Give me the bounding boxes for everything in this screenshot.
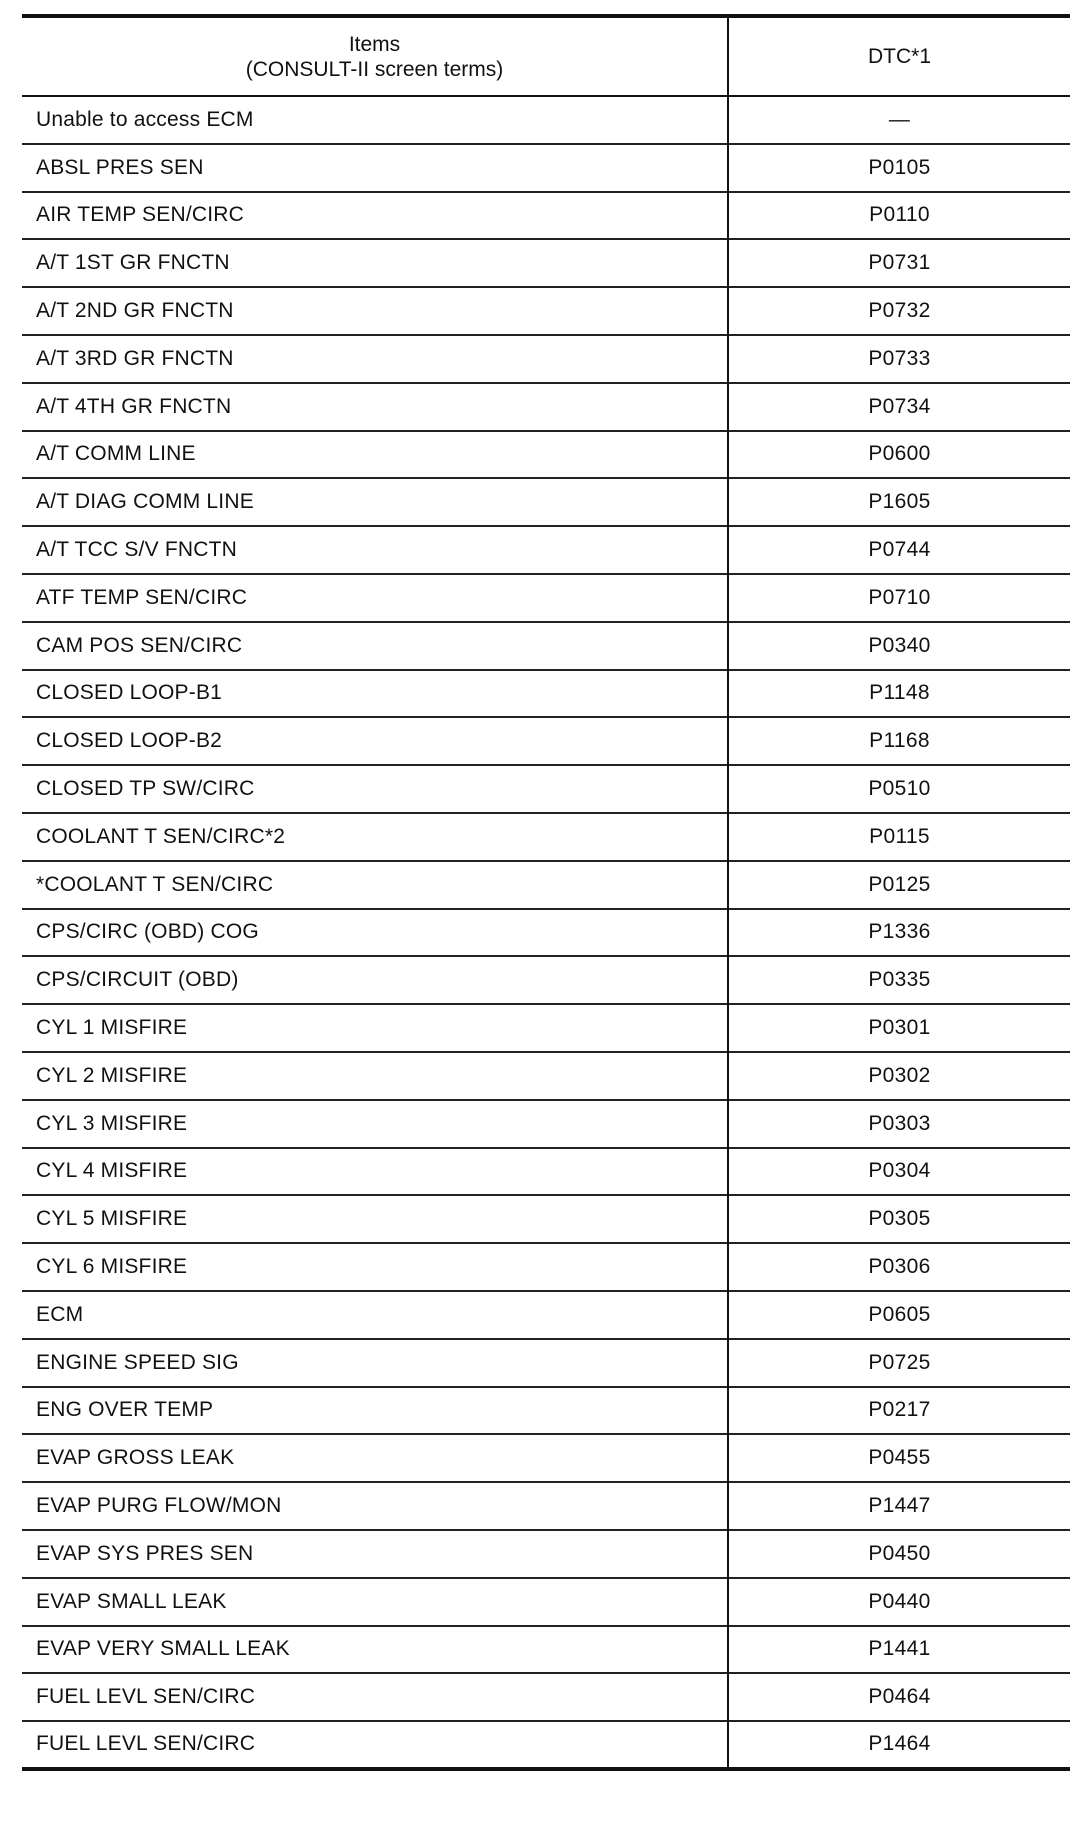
table-row [22, 765, 1070, 813]
dtc-code-cell: P0510 [868, 777, 931, 801]
items-header-subtitle: (CONSULT-II screen terms) [245, 57, 504, 81]
dtc-code-cell: P0605 [868, 1302, 931, 1326]
item-cell: CLOSED LOOP-B2 [22, 717, 728, 765]
dtc-code-cell: P0335 [868, 968, 931, 992]
item-cell: ECM [22, 1291, 728, 1339]
item-cell: COOLANT T SEN/CIRC*2 [22, 813, 728, 861]
table-row [22, 1673, 1070, 1721]
item-cell: CYL 5 MISFIRE [22, 1195, 728, 1243]
dtc-code-cell: P0305 [868, 1207, 931, 1231]
item-cell: CYL 3 MISFIRE [22, 1100, 728, 1148]
dtc-code-cell: P0725 [868, 1350, 931, 1374]
item-cell: CYL 6 MISFIRE [22, 1243, 728, 1291]
table-row [22, 1387, 1070, 1435]
dtc-code-cell: P0464 [868, 1685, 931, 1709]
item-cell: A/T COMM LINE [22, 431, 728, 479]
dtc-code-cell: P1148 [869, 681, 930, 705]
item-cell: EVAP PURG FLOW/MON [22, 1482, 728, 1530]
item-cell: A/T 4TH GR FNCTN [22, 383, 728, 431]
item-cell: EVAP SMALL LEAK [22, 1578, 728, 1626]
items-header-title: Items [348, 32, 401, 56]
dtc-code-cell: P0340 [868, 633, 931, 657]
dtc-code-cell: P1336 [868, 920, 931, 944]
table-row [22, 1626, 1070, 1674]
dtc-code-cell: P0303 [868, 1111, 931, 1135]
dtc-code-cell: P0304 [868, 1159, 931, 1183]
dtc-code-cell: P0710 [868, 585, 931, 609]
dtc-table-container [22, 14, 1072, 1771]
item-cell: EVAP VERY SMALL LEAK [22, 1626, 728, 1674]
items-column-header [22, 16, 728, 96]
item-cell: CYL 1 MISFIRE [22, 1004, 728, 1052]
item-cell: AIR TEMP SEN/CIRC [22, 192, 728, 240]
dtc-code-cell: P1605 [868, 490, 931, 514]
table-row [22, 717, 1070, 765]
dtc-code-cell: P0217 [868, 1398, 931, 1422]
table-row [22, 1291, 1070, 1339]
table-row [22, 96, 1070, 144]
item-cell: CAM POS SEN/CIRC [22, 622, 728, 670]
table-row [22, 861, 1070, 909]
table-row [22, 1243, 1070, 1291]
table-row [22, 622, 1070, 670]
table-row [22, 383, 1070, 431]
table-body [22, 96, 1070, 1769]
table-row [22, 287, 1070, 335]
table-row [22, 1339, 1070, 1387]
item-cell: CYL 2 MISFIRE [22, 1052, 728, 1100]
item-cell: ENG OVER TEMP [22, 1387, 728, 1435]
item-cell: CLOSED LOOP-B1 [22, 670, 728, 718]
dtc-code-cell: P0455 [868, 1446, 931, 1470]
dtc-code-cell: P0125 [868, 872, 931, 896]
table-row [22, 1195, 1070, 1243]
dtc-code-cell: P0731 [868, 251, 931, 275]
table-row [22, 1434, 1070, 1482]
table-row [22, 1100, 1070, 1148]
table-row [22, 239, 1070, 287]
item-cell: EVAP SYS PRES SEN [22, 1530, 728, 1578]
item-cell: CLOSED TP SW/CIRC [22, 765, 728, 813]
item-cell: ENGINE SPEED SIG [22, 1339, 728, 1387]
dtc-code-cell: P0744 [868, 538, 931, 562]
dtc-code-cell: P1464 [868, 1732, 931, 1756]
dtc-table [22, 14, 1070, 1771]
item-cell: A/T 3RD GR FNCTN [22, 335, 728, 383]
dtc-column-header: DTC*1 [728, 16, 1070, 96]
table-row [22, 956, 1070, 1004]
table-row [22, 1052, 1070, 1100]
item-cell: EVAP GROSS LEAK [22, 1434, 728, 1482]
table-row [22, 909, 1070, 957]
dtc-code-cell: P0301 [868, 1016, 931, 1040]
item-cell: CYL 4 MISFIRE [22, 1148, 728, 1196]
item-cell: Unable to access ECM [22, 96, 728, 144]
dtc-code-cell: P0105 [868, 155, 931, 179]
dtc-code-cell: P1447 [868, 1494, 931, 1517]
item-cell: A/T DIAG COMM LINE [22, 478, 728, 526]
item-cell: ABSL PRES SEN [22, 144, 728, 192]
dtc-code-cell: P0732 [868, 299, 931, 323]
table-header [22, 16, 1070, 96]
table-row [22, 431, 1070, 479]
dtc-code-cell: — [888, 107, 911, 131]
item-cell: ATF TEMP SEN/CIRC [22, 574, 728, 622]
dtc-code-cell: P0115 [869, 824, 930, 848]
dtc-code-cell: P0450 [868, 1541, 931, 1565]
table-row [22, 192, 1070, 240]
table-row [22, 526, 1070, 574]
table-row [22, 478, 1070, 526]
dtc-code-cell: P0306 [868, 1255, 931, 1279]
table-row [22, 335, 1070, 383]
item-cell: A/T 1ST GR FNCTN [22, 239, 728, 287]
item-cell: *COOLANT T SEN/CIRC [22, 861, 728, 909]
item-cell: A/T TCC S/V FNCTN [22, 526, 728, 574]
table-row [22, 1482, 1070, 1530]
table-row [22, 144, 1070, 192]
table-row [22, 1721, 1070, 1769]
item-cell: FUEL LEVL SEN/CIRC [22, 1673, 728, 1721]
dtc-code-cell: P0440 [868, 1589, 931, 1613]
dtc-code-cell: P0733 [868, 346, 931, 370]
table-row [22, 1004, 1070, 1052]
item-cell: CPS/CIRCUIT (OBD) [22, 956, 728, 1004]
item-cell: CPS/CIRC (OBD) COG [22, 909, 728, 957]
table-row [22, 1530, 1070, 1578]
table-row [22, 1578, 1070, 1626]
dtc-code-cell: P0600 [868, 442, 931, 466]
dtc-code-cell: P0734 [868, 394, 931, 418]
dtc-code-cell: P1441 [868, 1637, 931, 1661]
dtc-code-cell: P0110 [869, 203, 930, 227]
header-row [22, 16, 1070, 96]
dtc-code-cell: P1168 [869, 729, 930, 753]
table-row [22, 574, 1070, 622]
table-row [22, 813, 1070, 861]
table-row [22, 1148, 1070, 1196]
dtc-code-cell: P0302 [868, 1063, 931, 1087]
table-row [22, 670, 1070, 718]
item-cell: A/T 2ND GR FNCTN [22, 287, 728, 335]
item-cell: FUEL LEVL SEN/CIRC [22, 1721, 728, 1769]
